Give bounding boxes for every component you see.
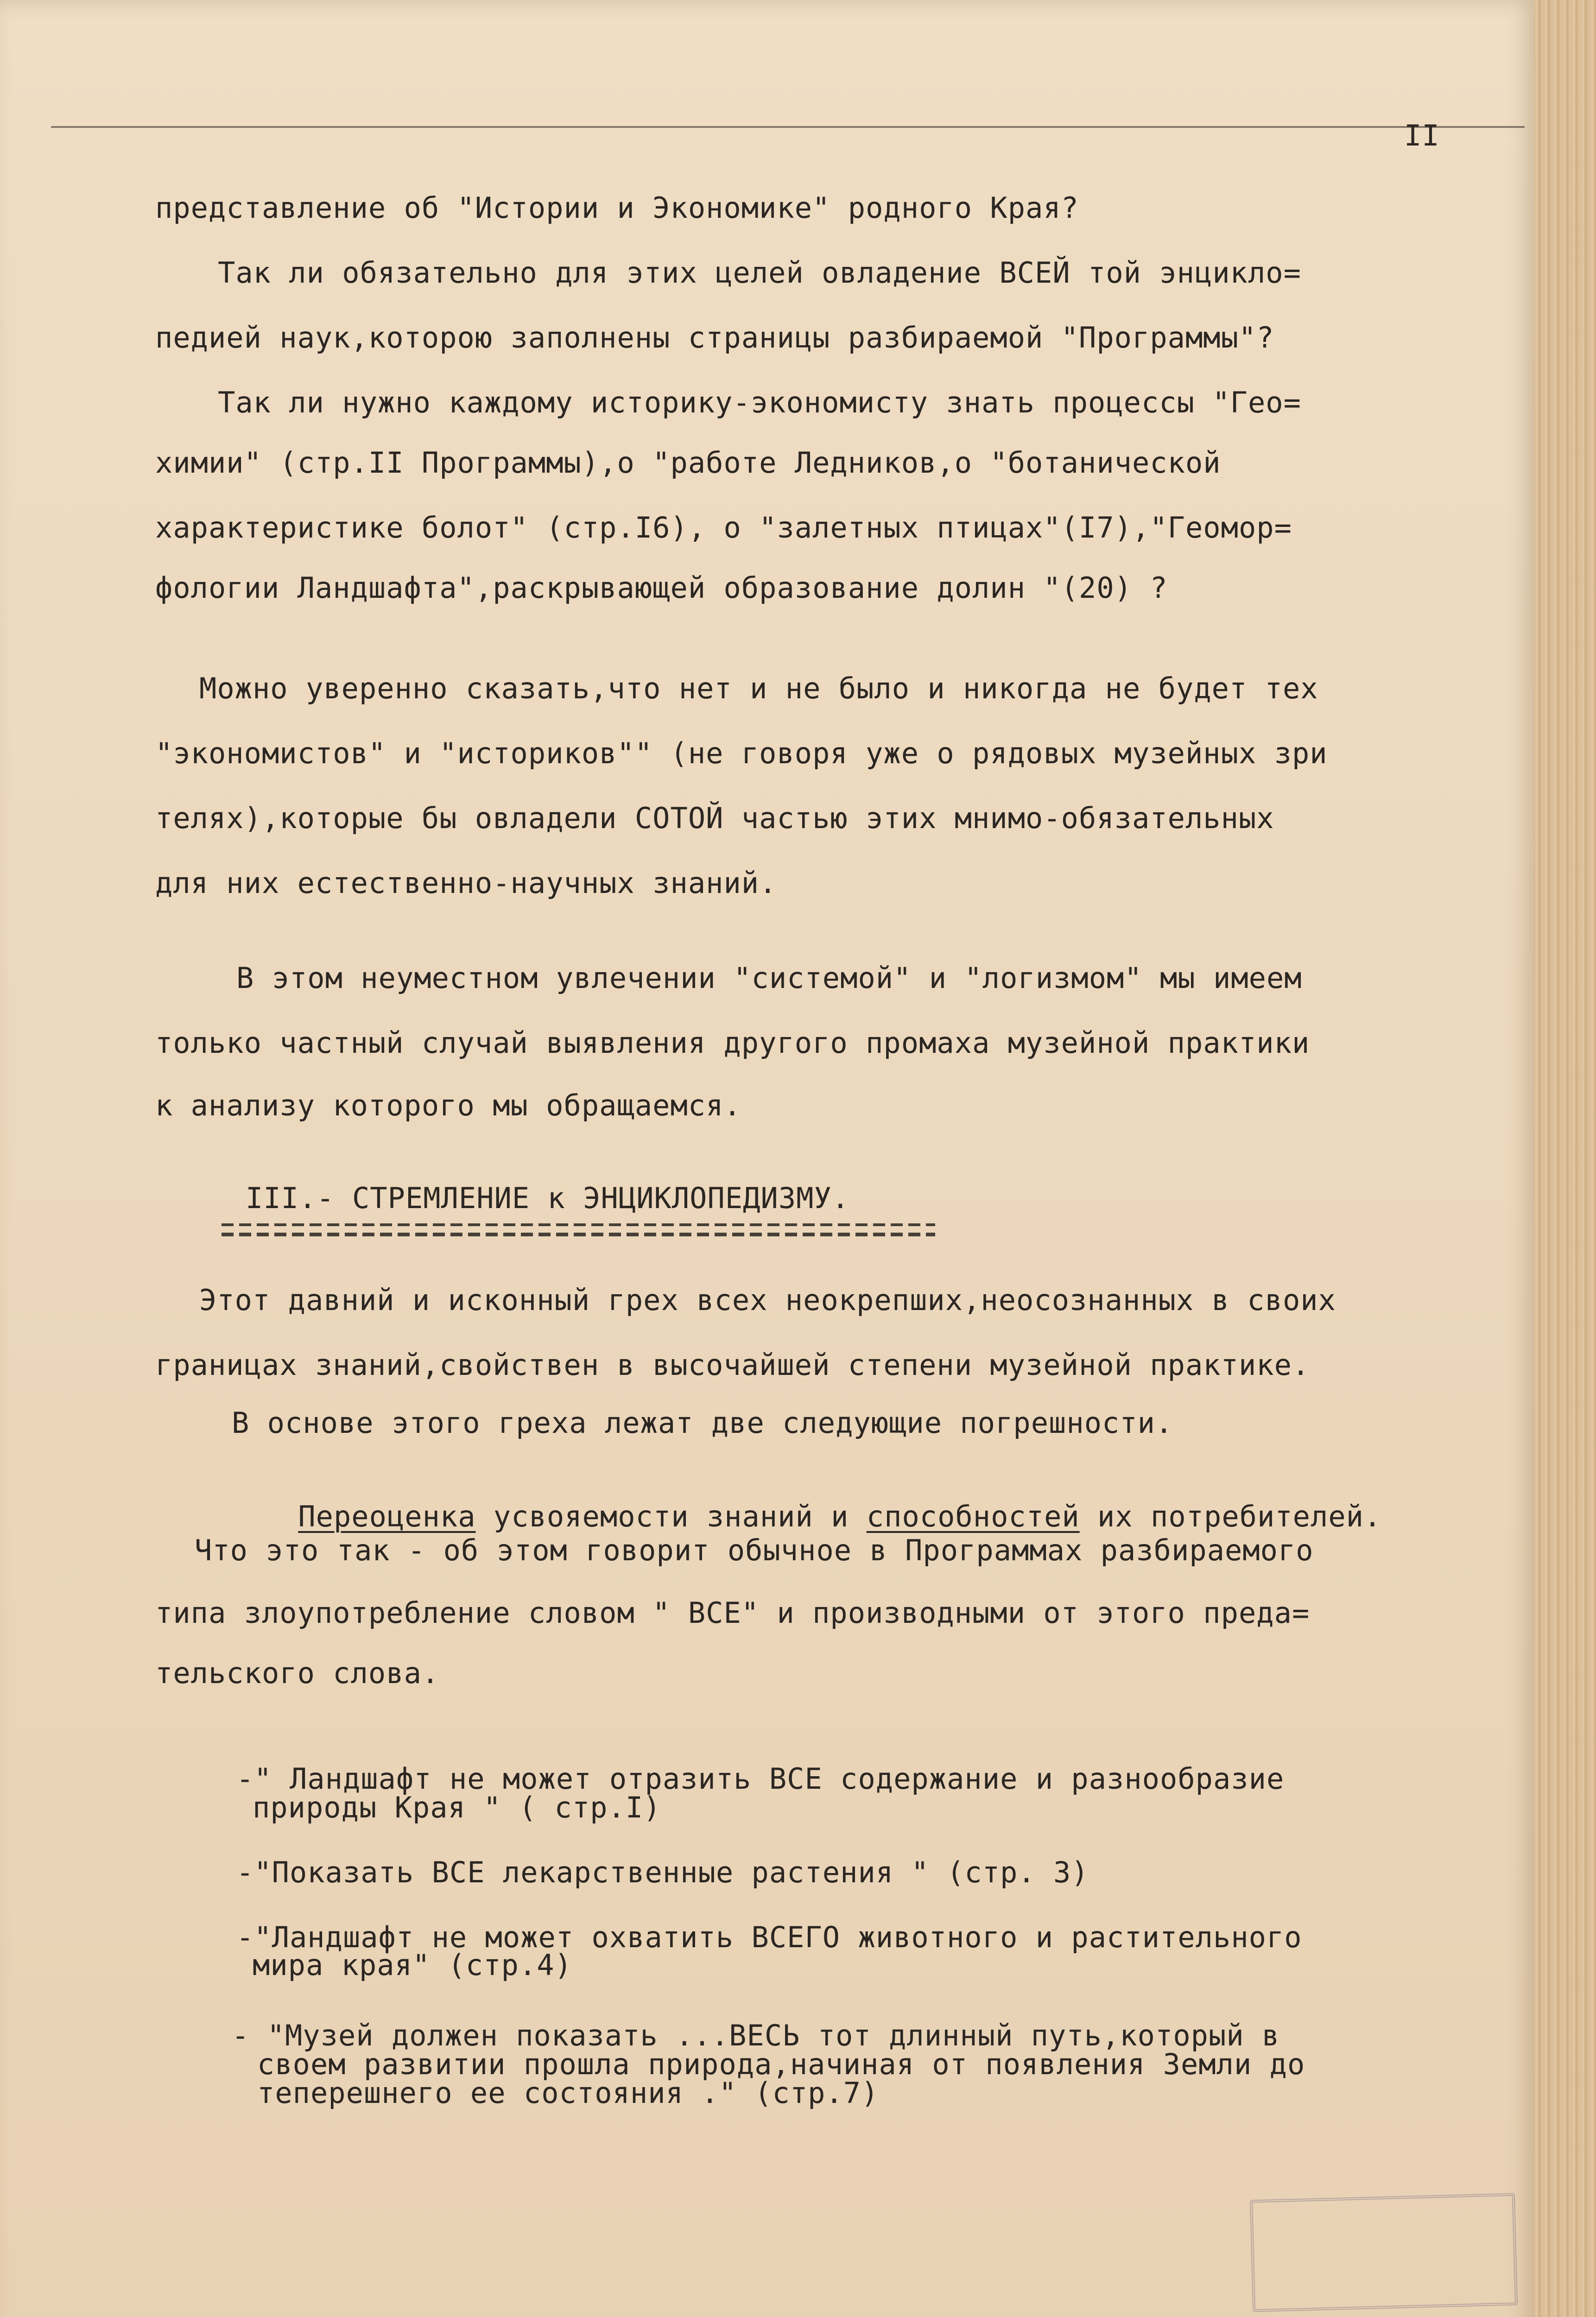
quote-3-line-2: мира края" (стр.4) (253, 1948, 572, 1982)
text-line-14: к анализу которого мы обращаемся. (155, 1089, 741, 1122)
text-line-2: Так ли обязательно для этих целей овладение ВСЕЙ той энцикло= (218, 256, 1301, 290)
text-line-12: В этом неуместном увлечении "системой" и "логизмом" мы имеем (236, 961, 1302, 995)
quote-1-line-1: -" Ландшафт не может отразить ВСЕ содержание и разнообразие (236, 1762, 1285, 1796)
quote-4-line-3: теперешнего ее состояния ." (стр.7) (257, 2076, 879, 2110)
text-line-22: тельского слова. (155, 1656, 440, 1690)
text-line-10: телях),которые бы овладели СОТОЙ частью этих мнимо-обязательных (155, 801, 1274, 835)
header-rule (51, 126, 1525, 128)
text-line-16: Этот давний и исконный грех всех неокрепших,неосознанных в своих (199, 1283, 1336, 1317)
text-line-8: Можно уверенно сказать,что нет и не было и никогда не будет тех (199, 671, 1318, 705)
quote-4-line-2: своем развитии прошла природа,начиная от появления Земли до (257, 2047, 1305, 2081)
text-line-6: характеристике болот" (стр.I6), о "залетных птицах"(I7),"Геомор= (155, 511, 1292, 544)
text-line-18: В основе этого греха лежат две следующие погрешности. (232, 1406, 1173, 1440)
text-line-9: "экономистов" и "историков"" (не говоря уже о рядовых музейных зри (155, 736, 1328, 770)
text-line-3: педией наук,которою заполнены страницы разбираемой "Программы"? (155, 321, 1274, 355)
text-segment: их потребителей. (1079, 1500, 1382, 1533)
text-line-20: Что это так - об этом говорит обычное в Программах разбираемого (195, 1533, 1314, 1567)
binding-edge (1534, 0, 1596, 2317)
underlined-word-abilities: способностей (866, 1500, 1080, 1533)
section-heading: III.- СТРЕМЛЕНИЕ к ЭНЦИКЛОПЕДИЗМУ. (246, 1181, 850, 1215)
quote-2-line-1: -"Показать ВСЕ лекарственные растения " (стр. 3) (236, 1855, 1089, 1889)
text-line-7: фологии Ландшафта",раскрывающей образование долин "(20) ? (155, 571, 1168, 605)
text-line-17: границах знаний,свойствен в высочайшей степени музейной практике. (155, 1348, 1310, 1382)
quote-4-line-1: - "Музей должен показать ...ВЕСЬ тот длинный путь,который в (232, 2019, 1280, 2052)
text-segment: усвояемости знаний и (475, 1500, 867, 1533)
heading-double-rule (222, 1223, 935, 1236)
text-line-11: для них естественно-научных знаний. (155, 866, 777, 900)
page-number: II (1404, 119, 1440, 152)
text-line-5: химии" (стр.II Программы),о "работе Ледников,о "ботанической (155, 446, 1221, 480)
underlined-word-overestimation: Переоценка (298, 1500, 476, 1533)
text-line-4: Так ли нужно каждому историку-экономисту знать процессы "Гео= (218, 386, 1301, 419)
quote-3-line-1: -"Ландшафт не может охватить ВСЕГО животного и растительного (236, 1920, 1302, 1954)
text-line-13: только частный случай выявления другого промаха музейной практики (155, 1026, 1310, 1060)
quote-1-line-2: природы Края " ( стр.I) (253, 1791, 661, 1824)
text-line-1: представление об "Истории и Экономике" родного Края? (155, 191, 1079, 225)
text-line-21: типа злоупотребление словом " ВСЕ" и производными от этого преда= (155, 1596, 1310, 1630)
